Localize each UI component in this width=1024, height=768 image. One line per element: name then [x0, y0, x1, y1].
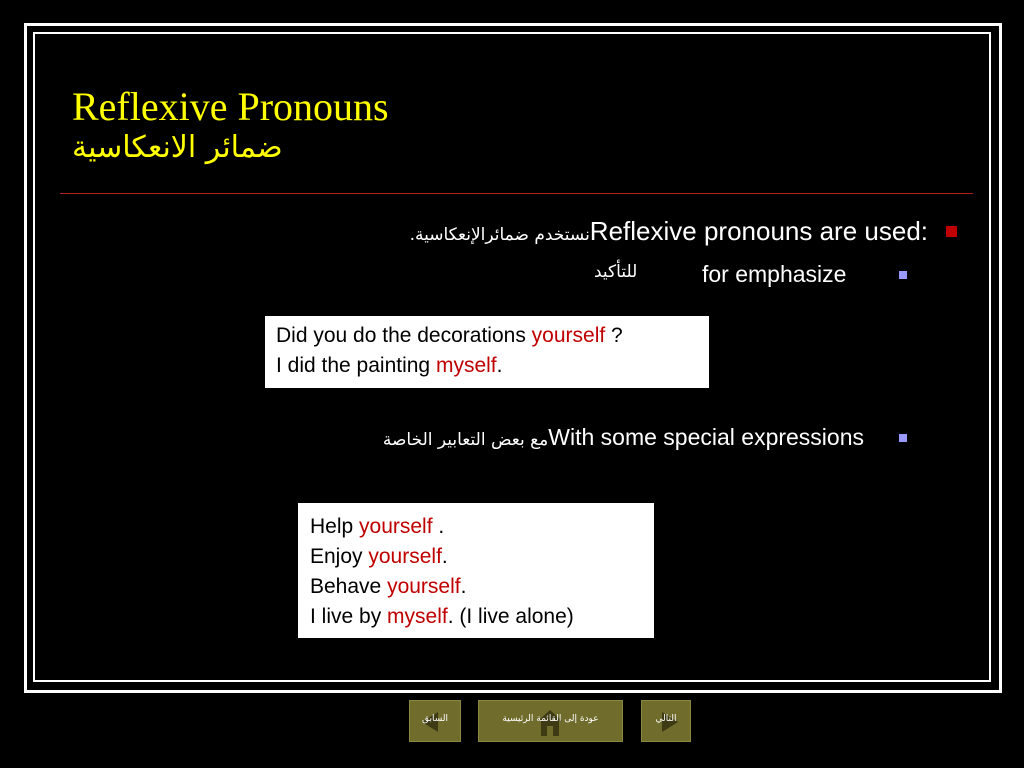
- example-line: I live by myself. (I live alone): [310, 605, 574, 628]
- sub-bullet-2-english: With some special expressions: [548, 424, 864, 450]
- emphasis-word: yourself: [531, 324, 606, 347]
- example-line: I did the painting myself.: [276, 354, 503, 377]
- previous-button-label: السابق: [421, 714, 449, 724]
- example-line: Behave yourself.: [310, 575, 467, 598]
- example-line: Help yourself .: [310, 515, 445, 538]
- example-line: Enjoy yourself.: [310, 545, 448, 568]
- example-line: Did you do the decorations yourself ?: [276, 324, 623, 347]
- blue-square-bullet-icon: [899, 434, 907, 442]
- sub-bullet-2: [383, 421, 864, 456]
- example-box-1: [265, 316, 709, 388]
- home-button-label: عودة إلى القائمة الرئيسية: [502, 714, 599, 724]
- slide-title-arabic: ضمائر الانعكاسية: [72, 130, 283, 165]
- previous-button[interactable]: [409, 700, 461, 742]
- example-box-2: [298, 503, 654, 638]
- sub-bullet-1-english: for emphasize: [702, 261, 847, 287]
- sub-bullet-1-arabic: للتأكيد: [594, 262, 638, 282]
- bullet-main-english: Reflexive pronouns are used:: [589, 216, 928, 246]
- sub-bullet-2-arabic: مع بعض التعابير الخاصة: [382, 430, 549, 450]
- slide-title: Reflexive Pronouns: [72, 84, 389, 129]
- red-square-bullet-icon: [946, 226, 957, 237]
- title-divider: [60, 193, 973, 194]
- emphasis-word: yourself: [387, 575, 461, 598]
- next-button-label: التالي: [655, 714, 677, 724]
- home-button[interactable]: [478, 700, 623, 742]
- bullet-main-arabic: نستخدم ضمائرالإنعكاسية.: [409, 225, 590, 245]
- emphasis-word: myself: [387, 605, 448, 628]
- emphasis-word: yourself: [359, 515, 433, 538]
- next-button[interactable]: [641, 700, 691, 742]
- emphasis-word: yourself: [368, 545, 442, 568]
- emphasis-word: myself: [435, 354, 497, 377]
- bullet-main: [410, 214, 928, 252]
- blue-square-bullet-icon: [899, 271, 907, 279]
